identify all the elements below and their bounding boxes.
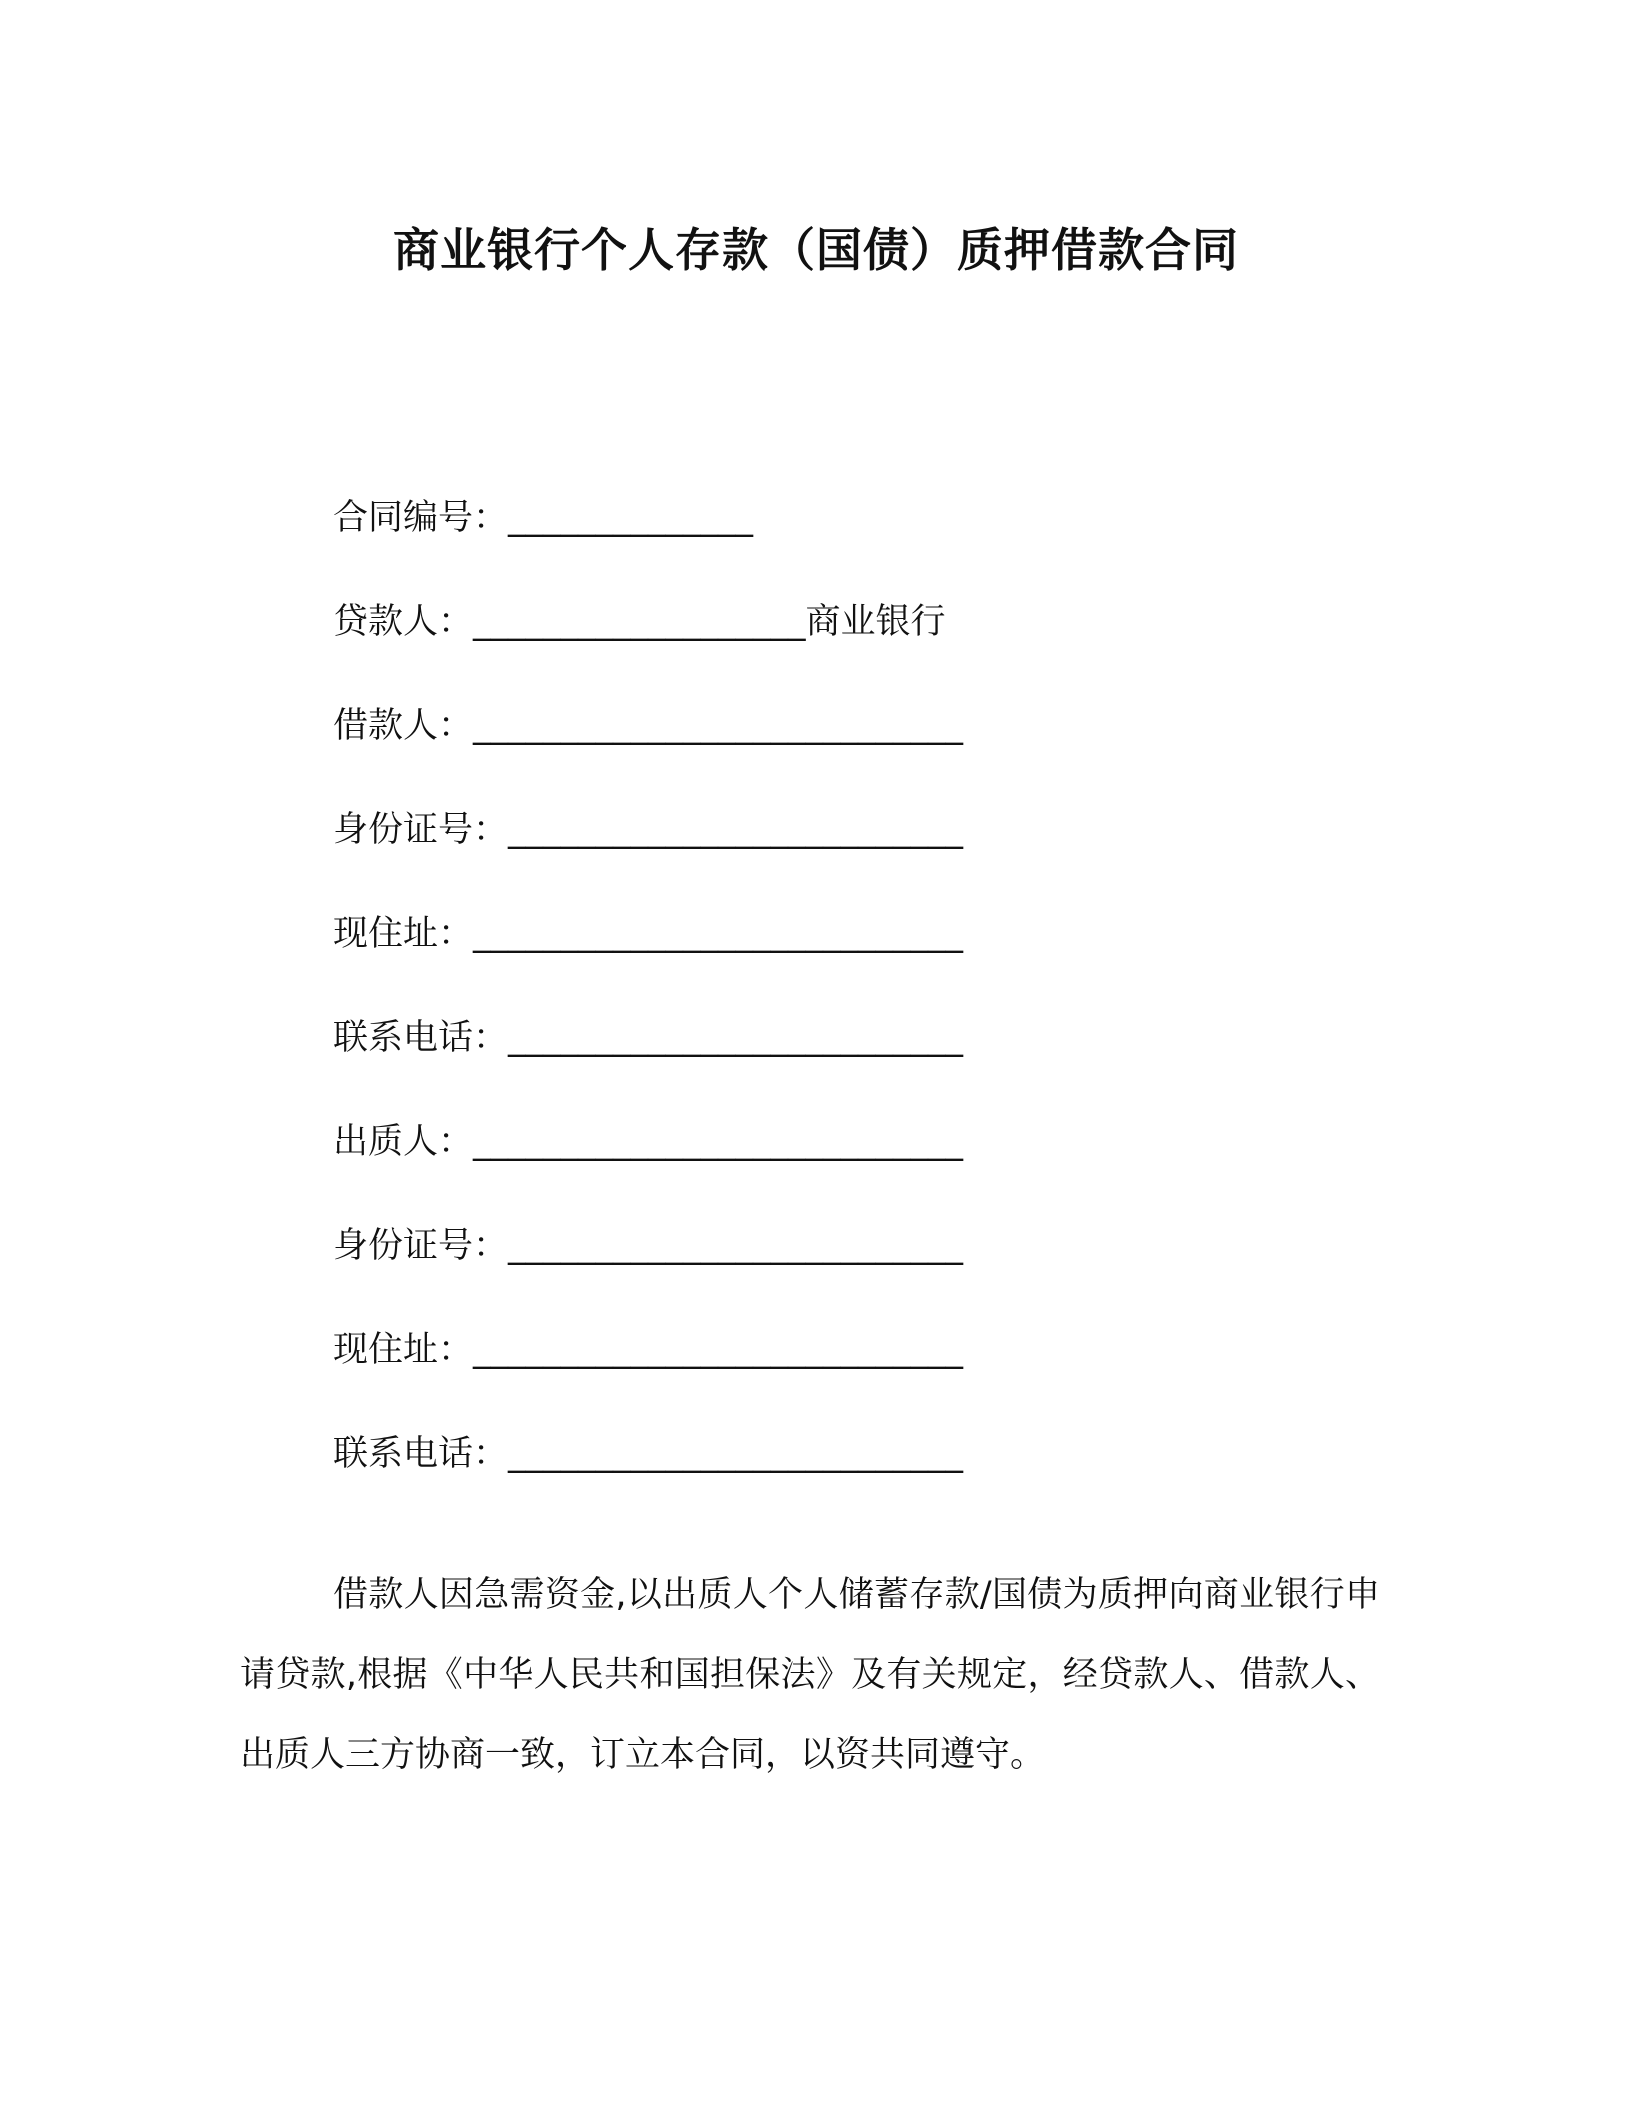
field-borrower-address	[333, 904, 1333, 1008]
field-pledgor-address	[333, 1320, 1333, 1424]
field-label: 身份证号：	[333, 810, 509, 850]
field-label: 现住址：	[333, 1330, 474, 1370]
field-label: 贷款人：	[333, 602, 474, 642]
preamble-paragraph: 借款人因急需资金,以出质人个人储蓄存款/国债为质押向商业银行申请贷款,根据《中华人民共和国担保法》及有关规定，经贷款人、借款人、出质人三方协商一致，订立本合同，以资共同遵守。	[240, 1575, 1380, 1775]
field-label: 出质人：	[333, 1122, 474, 1162]
field-borrower-phone	[333, 1008, 1333, 1112]
field-blank: __________________________	[508, 1226, 964, 1266]
field-pledgor-id	[333, 1216, 1333, 1320]
field-lender	[333, 592, 1333, 696]
field-blank: __________________________	[508, 1434, 964, 1474]
field-pledgor-phone	[333, 1424, 1333, 1528]
field-label: 联系电话：	[333, 1434, 509, 1474]
field-label: 现住址：	[333, 914, 474, 954]
field-blank: __________________________	[508, 810, 964, 850]
field-pledgor	[333, 1112, 1333, 1216]
document-title: 商业银行个人存款（国债）质押借款合同	[393, 223, 1239, 277]
field-label: 借款人：	[333, 706, 474, 746]
field-blank: ______________	[508, 498, 754, 538]
field-borrower	[333, 696, 1333, 800]
field-blank: ____________________________	[473, 1122, 964, 1162]
field-label: 身份证号：	[333, 1226, 509, 1266]
field-borrower-id	[333, 800, 1333, 904]
field-blank: ____________________________	[473, 914, 964, 954]
field-label: 联系电话：	[333, 1018, 509, 1058]
field-blank: __________________________	[508, 1018, 964, 1058]
field-contract-number	[333, 488, 1333, 592]
field-suffix: 商业银行	[805, 602, 946, 642]
field-label: 合同编号：	[333, 498, 509, 538]
field-blank: ___________________	[473, 602, 806, 642]
contract-fields	[333, 488, 1333, 1528]
field-blank: ____________________________	[473, 706, 964, 746]
field-blank: ____________________________	[473, 1330, 964, 1370]
